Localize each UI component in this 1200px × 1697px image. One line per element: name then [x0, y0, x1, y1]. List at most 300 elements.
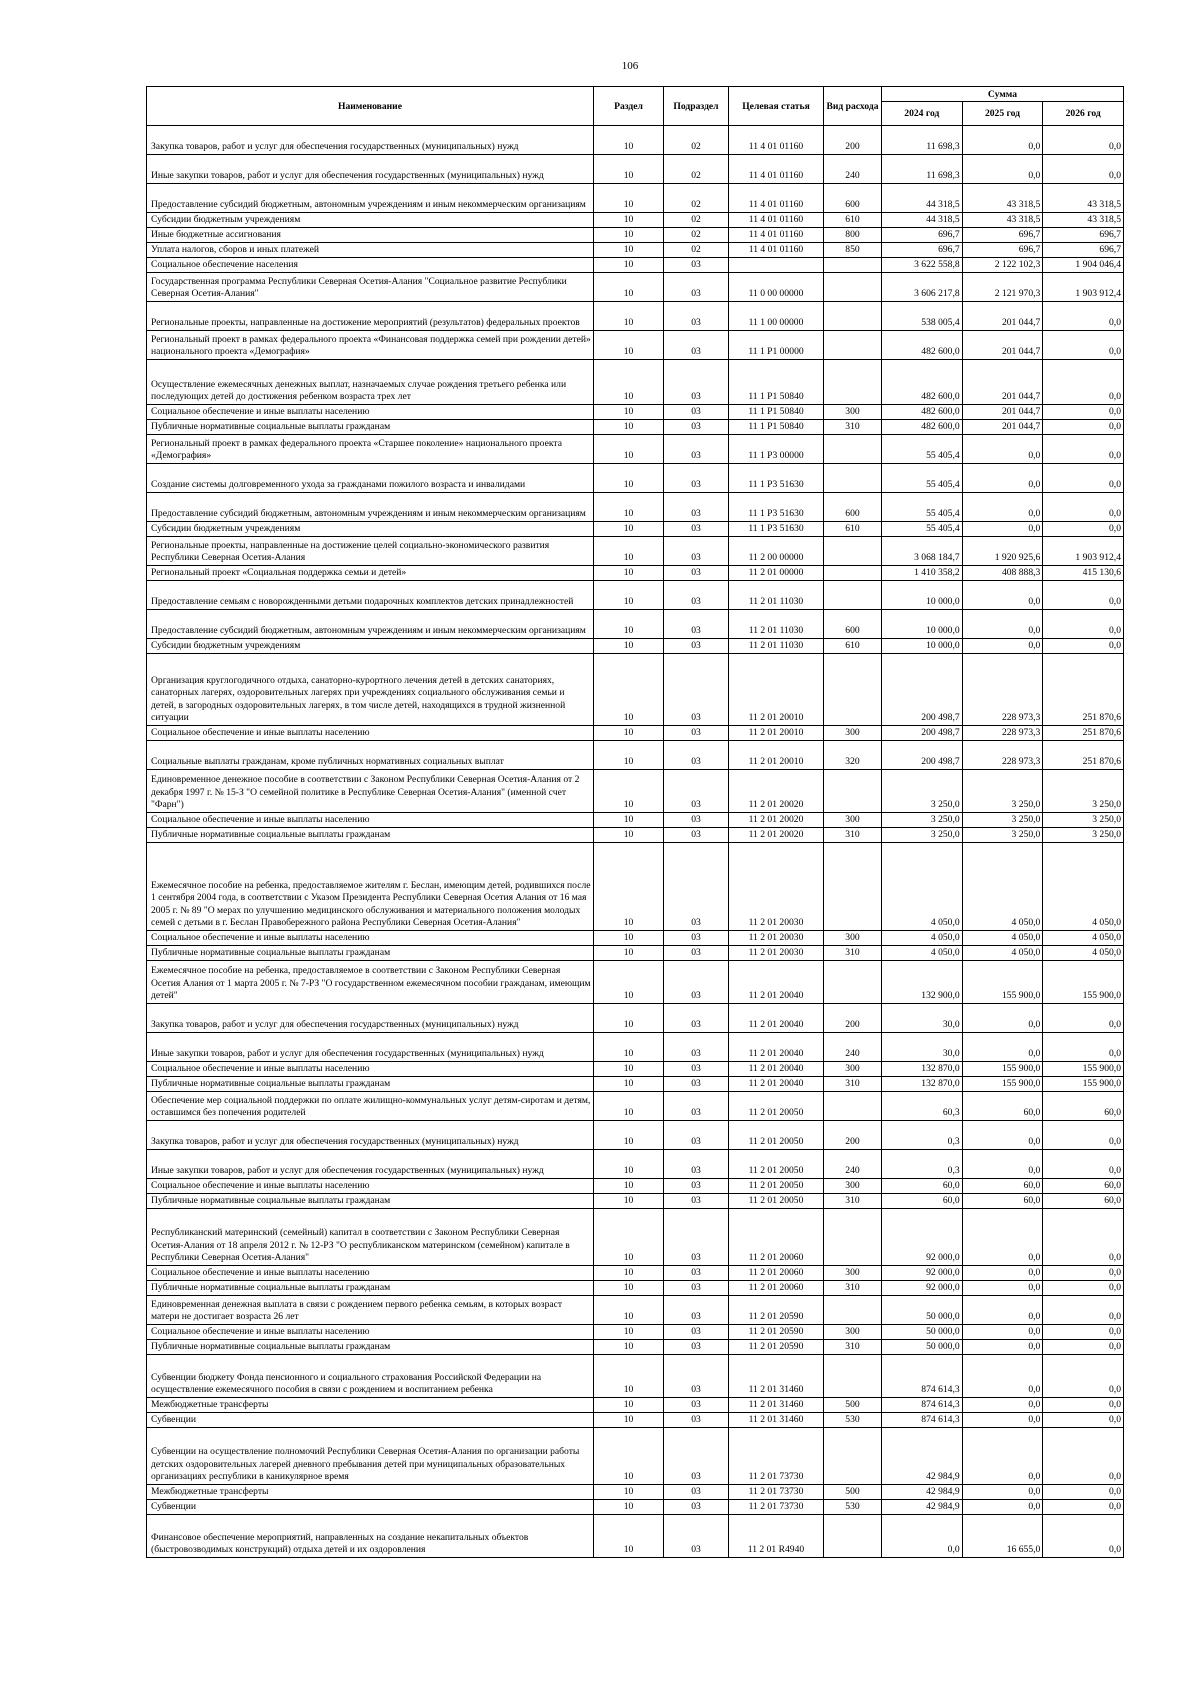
cell-target: 11 1 P3 51630 — [729, 464, 824, 493]
cell-2026: 0,0 — [1043, 405, 1124, 420]
header-name: Наименование — [147, 87, 594, 126]
cell-expense-type: 310 — [824, 1340, 882, 1355]
cell-target: 11 4 01 01160 — [729, 155, 824, 184]
cell-section: 10 — [594, 243, 664, 258]
cell-2026: 0,0 — [1043, 1340, 1124, 1355]
cell-subsection: 03 — [664, 813, 729, 828]
cell-2024: 874 614,3 — [882, 1355, 963, 1398]
cell-target: 11 1 00 00000 — [729, 302, 824, 331]
table-row — [147, 1121, 1124, 1150]
cell-expense-type: 300 — [824, 813, 882, 828]
cell-2024: 50 000,0 — [882, 1340, 963, 1355]
cell-2025: 0,0 — [962, 1428, 1043, 1485]
cell-section: 10 — [594, 1428, 664, 1485]
cell-name: Публичные нормативные социальные выплаты гражданам — [147, 1340, 594, 1355]
cell-section: 10 — [594, 1266, 664, 1281]
cell-section: 10 — [594, 1033, 664, 1062]
cell-expense-type: 310 — [824, 1194, 882, 1209]
cell-2024: 696,7 — [882, 228, 963, 243]
cell-expense-type: 610 — [824, 522, 882, 537]
cell-subsection: 03 — [664, 610, 729, 639]
cell-name: Публичные нормативные социальные выплаты гражданам — [147, 1077, 594, 1092]
cell-2025: 4 050,0 — [962, 946, 1043, 961]
cell-2025: 0,0 — [962, 155, 1043, 184]
cell-2026: 0,0 — [1043, 1500, 1124, 1515]
table-row — [147, 639, 1124, 654]
cell-subsection: 03 — [664, 464, 729, 493]
cell-2025: 0,0 — [962, 1281, 1043, 1296]
table-row — [147, 360, 1124, 405]
cell-subsection: 03 — [664, 1485, 729, 1500]
cell-target: 11 2 01 20020 — [729, 828, 824, 843]
cell-target: 11 2 01 11030 — [729, 610, 824, 639]
cell-name: Публичные нормативные социальные выплаты гражданам — [147, 828, 594, 843]
cell-2026: 696,7 — [1043, 243, 1124, 258]
table-row — [147, 1355, 1124, 1398]
cell-section: 10 — [594, 435, 664, 464]
cell-section: 10 — [594, 813, 664, 828]
table-row — [147, 1077, 1124, 1092]
cell-name: Единовременное денежное пособие в соответствии с Законом Республики Северная Осетия-Алания от 2 декабря 1997 г. № 15-З "О семейной политике в Республике Северная Осетия-Алания" (именной счет "Фарн") — [147, 770, 594, 813]
cell-2025: 228 973,3 — [962, 726, 1043, 741]
cell-2025: 60,0 — [962, 1179, 1043, 1194]
table-row — [147, 770, 1124, 813]
cell-section: 10 — [594, 1281, 664, 1296]
table-row — [147, 302, 1124, 331]
cell-target: 11 2 01 11030 — [729, 639, 824, 654]
cell-2024: 874 614,3 — [882, 1413, 963, 1428]
cell-expense-type: 300 — [824, 1325, 882, 1340]
cell-name: Публичные нормативные социальные выплаты гражданам — [147, 1281, 594, 1296]
cell-2026: 0,0 — [1043, 1033, 1124, 1062]
cell-2026: 251 870,6 — [1043, 654, 1124, 726]
cell-target: 11 2 01 31460 — [729, 1355, 824, 1398]
cell-subsection: 03 — [664, 1500, 729, 1515]
cell-name: Государственная программа Республики Северная Осетия-Алания "Социальное развитие Республики Северная Осетия-Алания" — [147, 273, 594, 302]
table-row — [147, 946, 1124, 961]
table-row — [147, 273, 1124, 302]
cell-2025: 0,0 — [962, 464, 1043, 493]
table-row — [147, 405, 1124, 420]
cell-expense-type: 850 — [824, 243, 882, 258]
cell-section: 10 — [594, 228, 664, 243]
cell-2026: 0,0 — [1043, 1281, 1124, 1296]
header-subsection: Подраздел — [664, 87, 729, 126]
cell-subsection: 03 — [664, 405, 729, 420]
table-row — [147, 1004, 1124, 1033]
cell-subsection: 03 — [664, 581, 729, 610]
cell-target: 11 2 01 20050 — [729, 1092, 824, 1121]
cell-2025: 0,0 — [962, 1398, 1043, 1413]
cell-expense-type: 530 — [824, 1500, 882, 1515]
cell-subsection: 03 — [664, 1150, 729, 1179]
table-row — [147, 1428, 1124, 1485]
cell-target: 11 2 01 20590 — [729, 1340, 824, 1355]
cell-expense-type — [824, 1428, 882, 1485]
cell-target: 11 2 01 20050 — [729, 1121, 824, 1150]
cell-name: Социальные выплаты гражданам, кроме публичных нормативных социальных выплат — [147, 741, 594, 770]
cell-section: 10 — [594, 258, 664, 273]
table-row — [147, 155, 1124, 184]
cell-section: 10 — [594, 1413, 664, 1428]
cell-2024: 0,0 — [882, 1515, 963, 1558]
cell-2026: 0,0 — [1043, 1150, 1124, 1179]
cell-subsection: 03 — [664, 1325, 729, 1340]
cell-section: 10 — [594, 302, 664, 331]
cell-section: 10 — [594, 828, 664, 843]
cell-name: Предоставление субсидий бюджетным, автономным учреждениям и иным некоммерческим организациям — [147, 184, 594, 213]
cell-2024: 60,0 — [882, 1179, 963, 1194]
table-row — [147, 931, 1124, 946]
cell-2024: 55 405,4 — [882, 522, 963, 537]
cell-expense-type: 320 — [824, 741, 882, 770]
table-row — [147, 493, 1124, 522]
cell-subsection: 03 — [664, 566, 729, 581]
cell-subsection: 03 — [664, 258, 729, 273]
cell-2024: 696,7 — [882, 243, 963, 258]
cell-name: Уплата налогов, сборов и иных платежей — [147, 243, 594, 258]
cell-expense-type — [824, 258, 882, 273]
cell-2025: 0,0 — [962, 1121, 1043, 1150]
cell-target: 11 1 P1 50840 — [729, 405, 824, 420]
cell-section: 10 — [594, 1004, 664, 1033]
cell-2026: 3 250,0 — [1043, 813, 1124, 828]
cell-subsection: 02 — [664, 126, 729, 155]
cell-subsection: 03 — [664, 639, 729, 654]
cell-expense-type — [824, 360, 882, 405]
cell-subsection: 03 — [664, 946, 729, 961]
cell-subsection: 03 — [664, 1281, 729, 1296]
cell-2024: 92 000,0 — [882, 1281, 963, 1296]
cell-subsection: 03 — [664, 1179, 729, 1194]
cell-2026: 0,0 — [1043, 1515, 1124, 1558]
cell-2025: 201 044,7 — [962, 331, 1043, 360]
cell-section: 10 — [594, 1296, 664, 1325]
cell-2024: 3 068 184,7 — [882, 537, 963, 566]
cell-2026: 0,0 — [1043, 126, 1124, 155]
cell-name: Субсидии бюджетным учреждениям — [147, 522, 594, 537]
cell-2026: 0,0 — [1043, 522, 1124, 537]
cell-section: 10 — [594, 581, 664, 610]
cell-2026: 0,0 — [1043, 581, 1124, 610]
cell-target: 11 2 01 20030 — [729, 931, 824, 946]
cell-name: Субсидии бюджетным учреждениям — [147, 639, 594, 654]
cell-name: Субвенции — [147, 1413, 594, 1428]
cell-2025: 0,0 — [962, 1413, 1043, 1428]
cell-target: 11 2 01 11030 — [729, 581, 824, 610]
cell-2024: 55 405,4 — [882, 435, 963, 464]
cell-2025: 0,0 — [962, 1340, 1043, 1355]
cell-2025: 0,0 — [962, 610, 1043, 639]
cell-2026: 0,0 — [1043, 302, 1124, 331]
cell-target — [729, 258, 824, 273]
cell-subsection: 03 — [664, 726, 729, 741]
cell-subsection: 03 — [664, 420, 729, 435]
cell-expense-type: 240 — [824, 1150, 882, 1179]
table-row — [147, 1062, 1124, 1077]
cell-2026: 0,0 — [1043, 1266, 1124, 1281]
cell-section: 10 — [594, 155, 664, 184]
cell-section: 10 — [594, 610, 664, 639]
cell-2025: 1 920 925,6 — [962, 537, 1043, 566]
cell-expense-type: 530 — [824, 1413, 882, 1428]
cell-section: 10 — [594, 770, 664, 813]
cell-2025: 3 250,0 — [962, 828, 1043, 843]
cell-section: 10 — [594, 961, 664, 1004]
table-row — [147, 1296, 1124, 1325]
cell-2024: 0,3 — [882, 1121, 963, 1150]
cell-2024: 10 000,0 — [882, 610, 963, 639]
cell-2025: 0,0 — [962, 1500, 1043, 1515]
cell-2026: 4 050,0 — [1043, 843, 1124, 931]
cell-2025: 0,0 — [962, 1033, 1043, 1062]
table-row — [147, 1485, 1124, 1500]
cell-2026: 43 318,5 — [1043, 213, 1124, 228]
cell-2026: 155 900,0 — [1043, 961, 1124, 1004]
cell-subsection: 03 — [664, 1340, 729, 1355]
table-row — [147, 843, 1124, 931]
cell-subsection: 03 — [664, 1092, 729, 1121]
table-row — [147, 813, 1124, 828]
cell-expense-type: 310 — [824, 420, 882, 435]
cell-expense-type — [824, 654, 882, 726]
cell-subsection: 03 — [664, 1296, 729, 1325]
cell-2025: 0,0 — [962, 1004, 1043, 1033]
cell-expense-type — [824, 566, 882, 581]
cell-name: Социальное обеспечение и иные выплаты населению — [147, 1266, 594, 1281]
header-target: Целевая статья — [729, 87, 824, 126]
cell-target: 11 2 01 20050 — [729, 1194, 824, 1209]
table-row — [147, 228, 1124, 243]
cell-2025: 201 044,7 — [962, 302, 1043, 331]
table-row — [147, 610, 1124, 639]
cell-section: 10 — [594, 1062, 664, 1077]
cell-2026: 3 250,0 — [1043, 770, 1124, 813]
cell-2025: 2 122 102,3 — [962, 258, 1043, 273]
cell-target: 11 2 01 20040 — [729, 1033, 824, 1062]
cell-2026: 415 130,6 — [1043, 566, 1124, 581]
cell-section: 10 — [594, 1485, 664, 1500]
table-row — [147, 1500, 1124, 1515]
table-row — [147, 961, 1124, 1004]
cell-name: Закупка товаров, работ и услуг для обеспечения государственных (муниципальных) нужд — [147, 1004, 594, 1033]
table-row — [147, 258, 1124, 273]
cell-target: 11 1 P1 50840 — [729, 360, 824, 405]
cell-name: Предоставление субсидий бюджетным, автономным учреждениям и иным некоммерческим организациям — [147, 493, 594, 522]
cell-2024: 30,0 — [882, 1004, 963, 1033]
cell-2024: 0,3 — [882, 1150, 963, 1179]
cell-2024: 132 870,0 — [882, 1062, 963, 1077]
cell-section: 10 — [594, 420, 664, 435]
cell-name: Финансовое обеспечение мероприятий, направленных на создание некапитальных объектов (быстровозводимых конструкций) отдыха детей и их оздоровления — [147, 1515, 594, 1558]
cell-2024: 44 318,5 — [882, 184, 963, 213]
cell-2025: 0,0 — [962, 522, 1043, 537]
cell-name: Предоставление субсидий бюджетным, автономным учреждениям и иным некоммерческим организациям — [147, 610, 594, 639]
cell-section: 10 — [594, 213, 664, 228]
cell-section: 10 — [594, 1150, 664, 1179]
cell-2024: 482 600,0 — [882, 405, 963, 420]
cell-2026: 0,0 — [1043, 493, 1124, 522]
cell-expense-type: 300 — [824, 726, 882, 741]
cell-target: 11 4 01 01160 — [729, 243, 824, 258]
cell-name: Субвенции бюджету Фонда пенсионного и социального страхования Российской Федерации на осуществление ежемесячного пособия в связи с рождением и воспитанием ребенка — [147, 1355, 594, 1398]
cell-name: Иные закупки товаров, работ и услуг для обеспечения государственных (муниципальных) нужд — [147, 1033, 594, 1062]
cell-subsection: 03 — [664, 331, 729, 360]
cell-subsection: 03 — [664, 1355, 729, 1398]
cell-2025: 201 044,7 — [962, 420, 1043, 435]
cell-name: Социальное обеспечение и иные выплаты населению — [147, 931, 594, 946]
cell-subsection: 03 — [664, 1033, 729, 1062]
cell-target: 11 2 01 20030 — [729, 946, 824, 961]
cell-2024: 200 498,7 — [882, 726, 963, 741]
cell-2025: 155 900,0 — [962, 1077, 1043, 1092]
cell-name: Публичные нормативные социальные выплаты гражданам — [147, 420, 594, 435]
table-row — [147, 1325, 1124, 1340]
table-row — [147, 1194, 1124, 1209]
cell-section: 10 — [594, 1194, 664, 1209]
cell-target: 11 1 P3 00000 — [729, 435, 824, 464]
cell-expense-type — [824, 273, 882, 302]
cell-target: 11 1 P3 51630 — [729, 522, 824, 537]
cell-2025: 696,7 — [962, 228, 1043, 243]
cell-name: Региональный проект «Социальная поддержка семьи и детей» — [147, 566, 594, 581]
table-row — [147, 331, 1124, 360]
header-2025: 2025 год — [962, 102, 1043, 126]
cell-2025: 0,0 — [962, 1485, 1043, 1500]
cell-section: 10 — [594, 1179, 664, 1194]
cell-2025: 16 655,0 — [962, 1515, 1043, 1558]
cell-expense-type — [824, 961, 882, 1004]
cell-name: Социальное обеспечение и иные выплаты населению — [147, 726, 594, 741]
cell-expense-type: 300 — [824, 931, 882, 946]
cell-subsection: 02 — [664, 213, 729, 228]
table-row — [147, 522, 1124, 537]
cell-subsection: 03 — [664, 1266, 729, 1281]
table-row — [147, 537, 1124, 566]
table-row — [147, 464, 1124, 493]
cell-name: Осуществление ежемесячных денежных выплат, назначаемых случае рождения третьего ребенка или последующих детей до достижения ребенком возраста трех лет — [147, 360, 594, 405]
cell-section: 10 — [594, 184, 664, 213]
cell-subsection: 03 — [664, 1209, 729, 1266]
cell-name: Организация круглогодичного отдыха, санаторно-курортного лечения детей в детских санаториях, санаторных лагерях, оздоровительных лагерях при учреждениях социального обслуживания семьи и детей, в загородных оздоровительных лагерях, в том числе детей, находящихся в трудной жизненной ситуации — [147, 654, 594, 726]
cell-target: 11 2 01 20060 — [729, 1266, 824, 1281]
cell-2024: 874 614,3 — [882, 1398, 963, 1413]
cell-expense-type — [824, 537, 882, 566]
cell-subsection: 03 — [664, 493, 729, 522]
cell-expense-type: 500 — [824, 1398, 882, 1413]
cell-expense-type: 300 — [824, 405, 882, 420]
cell-subsection: 02 — [664, 155, 729, 184]
cell-2024: 4 050,0 — [882, 843, 963, 931]
cell-2024: 4 050,0 — [882, 931, 963, 946]
cell-2024: 538 005,4 — [882, 302, 963, 331]
table-row — [147, 184, 1124, 213]
table-row — [147, 726, 1124, 741]
cell-expense-type: 200 — [824, 1004, 882, 1033]
cell-2026: 0,0 — [1043, 435, 1124, 464]
cell-subsection: 03 — [664, 1398, 729, 1413]
table-row — [147, 654, 1124, 726]
cell-subsection: 03 — [664, 931, 729, 946]
cell-expense-type: 310 — [824, 1281, 882, 1296]
cell-2025: 3 250,0 — [962, 813, 1043, 828]
cell-subsection: 03 — [664, 435, 729, 464]
cell-2026: 0,0 — [1043, 1485, 1124, 1500]
cell-subsection: 03 — [664, 1077, 729, 1092]
cell-2025: 0,0 — [962, 581, 1043, 610]
page-number: 106 — [621, 60, 639, 72]
cell-expense-type — [824, 1515, 882, 1558]
cell-2024: 55 405,4 — [882, 464, 963, 493]
cell-2026: 1 903 912,4 — [1043, 273, 1124, 302]
cell-target: 11 2 01 20030 — [729, 843, 824, 931]
cell-2024: 3 622 558,8 — [882, 258, 963, 273]
cell-target: 11 4 01 01160 — [729, 213, 824, 228]
cell-subsection: 02 — [664, 243, 729, 258]
table-row — [147, 420, 1124, 435]
cell-2026: 1 903 912,4 — [1043, 537, 1124, 566]
cell-expense-type — [824, 302, 882, 331]
cell-section: 10 — [594, 726, 664, 741]
cell-2025: 408 888,3 — [962, 566, 1043, 581]
header-2026: 2026 год — [1043, 102, 1124, 126]
cell-section: 10 — [594, 654, 664, 726]
cell-2026: 696,7 — [1043, 228, 1124, 243]
cell-expense-type — [824, 331, 882, 360]
cell-name: Ежемесячное пособие на ребенка, предоставляемое в соответствии с Законом Республики Северная Осетия Алания от 1 марта 2005 г. № 7-РЗ "О государственном ежемесячном пособии гражданам, имеющим детей" — [147, 961, 594, 1004]
cell-name: Предоставление семьям с новорожденными детьми подарочных комплектов детских принадлежностей — [147, 581, 594, 610]
cell-section: 10 — [594, 464, 664, 493]
table-row — [147, 566, 1124, 581]
cell-name: Публичные нормативные социальные выплаты гражданам — [147, 1194, 594, 1209]
cell-target: 11 2 01 20590 — [729, 1296, 824, 1325]
table-row — [147, 1266, 1124, 1281]
cell-expense-type — [824, 581, 882, 610]
cell-target: 11 2 01 73730 — [729, 1485, 824, 1500]
header-sum: Сумма — [882, 87, 1124, 102]
cell-name: Единовременная денежная выплата в связи с рождением первого ребенка семьям, в которых возраст матери не достигает возраста 26 лет — [147, 1296, 594, 1325]
cell-expense-type: 310 — [824, 828, 882, 843]
cell-2026: 0,0 — [1043, 1355, 1124, 1398]
cell-section: 10 — [594, 931, 664, 946]
cell-subsection: 03 — [664, 273, 729, 302]
cell-2025: 4 050,0 — [962, 931, 1043, 946]
cell-section: 10 — [594, 639, 664, 654]
cell-subsection: 03 — [664, 961, 729, 1004]
cell-2026: 0,0 — [1043, 639, 1124, 654]
cell-expense-type: 600 — [824, 610, 882, 639]
cell-target: 11 2 01 20040 — [729, 1062, 824, 1077]
cell-target: 11 2 01 31460 — [729, 1398, 824, 1413]
cell-2025: 228 973,3 — [962, 741, 1043, 770]
cell-2025: 0,0 — [962, 493, 1043, 522]
table-row — [147, 435, 1124, 464]
cell-target: 11 1 P1 00000 — [729, 331, 824, 360]
cell-section: 10 — [594, 522, 664, 537]
cell-2024: 3 250,0 — [882, 813, 963, 828]
cell-target: 11 0 00 00000 — [729, 273, 824, 302]
cell-2024: 11 698,3 — [882, 155, 963, 184]
cell-name: Социальное обеспечение и иные выплаты населению — [147, 1062, 594, 1077]
table-header — [147, 87, 1124, 126]
cell-2024: 3 250,0 — [882, 828, 963, 843]
cell-expense-type: 610 — [824, 639, 882, 654]
cell-2026: 0,0 — [1043, 610, 1124, 639]
cell-section: 10 — [594, 1355, 664, 1398]
cell-section: 10 — [594, 1092, 664, 1121]
cell-2024: 1 410 358,2 — [882, 566, 963, 581]
cell-2024: 482 600,0 — [882, 331, 963, 360]
